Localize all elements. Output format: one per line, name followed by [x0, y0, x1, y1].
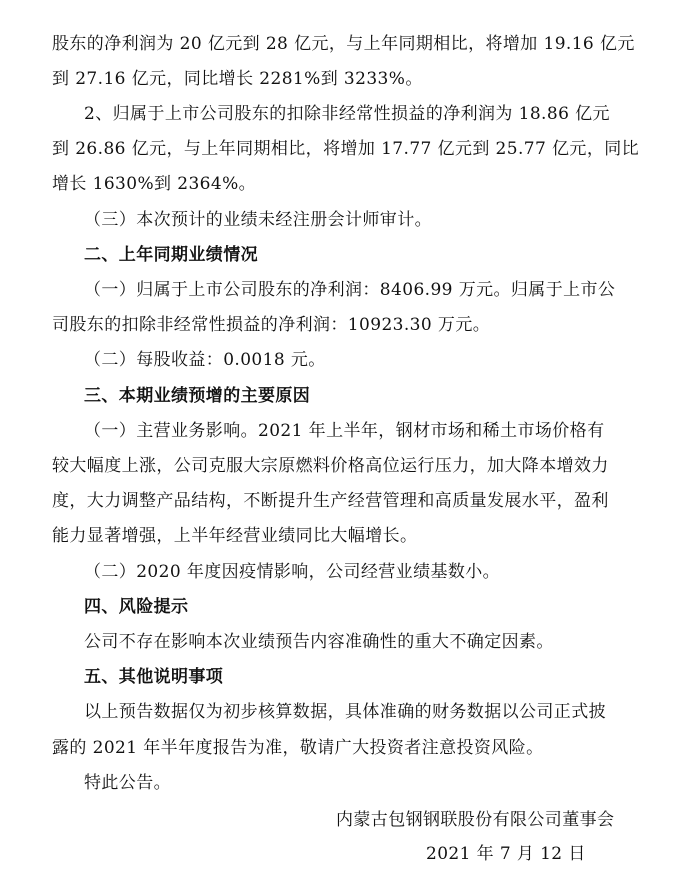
- section-3-item-1-line-4: 能力显著增强，上半年经营业绩同比大幅增长。: [52, 526, 418, 546]
- item-2-line-2: 到 26.86 亿元，与上年同期相比，将增加 17.77 亿元到 25.77 亿元，同比: [52, 139, 640, 159]
- closing-text: 特此公告。: [84, 773, 171, 793]
- section-2-item-1-line-2: 司股东的扣除非经常性损益的净利润：10923.30 万元。: [52, 315, 491, 335]
- section-3-item-1-line-2: 较大幅度上涨，公司克服大宗原燃料价格高位运行压力，加大降本增效力: [52, 456, 609, 476]
- section-2-item-1-line-1: （一）归属于上市公司股东的净利润：8406.99 万元。归属于上市公: [84, 280, 616, 300]
- section-3-item-1-line-1: （一）主营业务影响。2021 年上半年，钢材市场和稀土市场价格有: [84, 421, 605, 441]
- section-5-line-2: 露的 2021 年半年度报告为准，敬请广大投资者注意投资风险。: [52, 738, 544, 758]
- section-3-item-2: （二）2020 年度因疫情影响，公司经营业绩基数小。: [84, 562, 501, 582]
- signature-company: 内蒙古包钢钢联股份有限公司董事会: [336, 810, 615, 830]
- section-2-item-2-eps: （二）每股收益：0.0018 元。: [84, 350, 326, 370]
- section-heading-4: 四、风险提示: [84, 597, 189, 617]
- section-heading-2: 二、上年同期业绩情况: [84, 245, 258, 265]
- section-5-line-1: 以上预告数据仅为初步核算数据，具体准确的财务数据以公司正式披: [84, 702, 606, 722]
- section-heading-3: 三、本期业绩预增的主要原因: [84, 386, 311, 406]
- section-3-item-1-line-3: 度，大力调整产品结构，不断提升生产经营管理和高质量发展水平，盈利: [52, 491, 609, 511]
- signature-date: 2021 年 7 月 12 日: [426, 844, 586, 864]
- item-2-line-3: 增长 1630%到 2364%。: [52, 174, 257, 194]
- item-3-audit: （三）本次预计的业绩未经注册会计师审计。: [84, 210, 432, 230]
- section-heading-5: 五、其他说明事项: [84, 667, 224, 687]
- section-4-text: 公司不存在影响本次业绩预告内容准确性的重大不确定因素。: [84, 632, 554, 652]
- body-line-1: 股东的净利润为 20 亿元到 28 亿元，与上年同期相比，将增加 19.16 亿元: [52, 34, 635, 54]
- body-line-2: 到 27.16 亿元，同比增长 2281%到 3233%。: [52, 69, 423, 89]
- item-2-line-1: 2、归属于上市公司股东的扣除非经常性损益的净利润为 18.86 亿元: [84, 104, 610, 124]
